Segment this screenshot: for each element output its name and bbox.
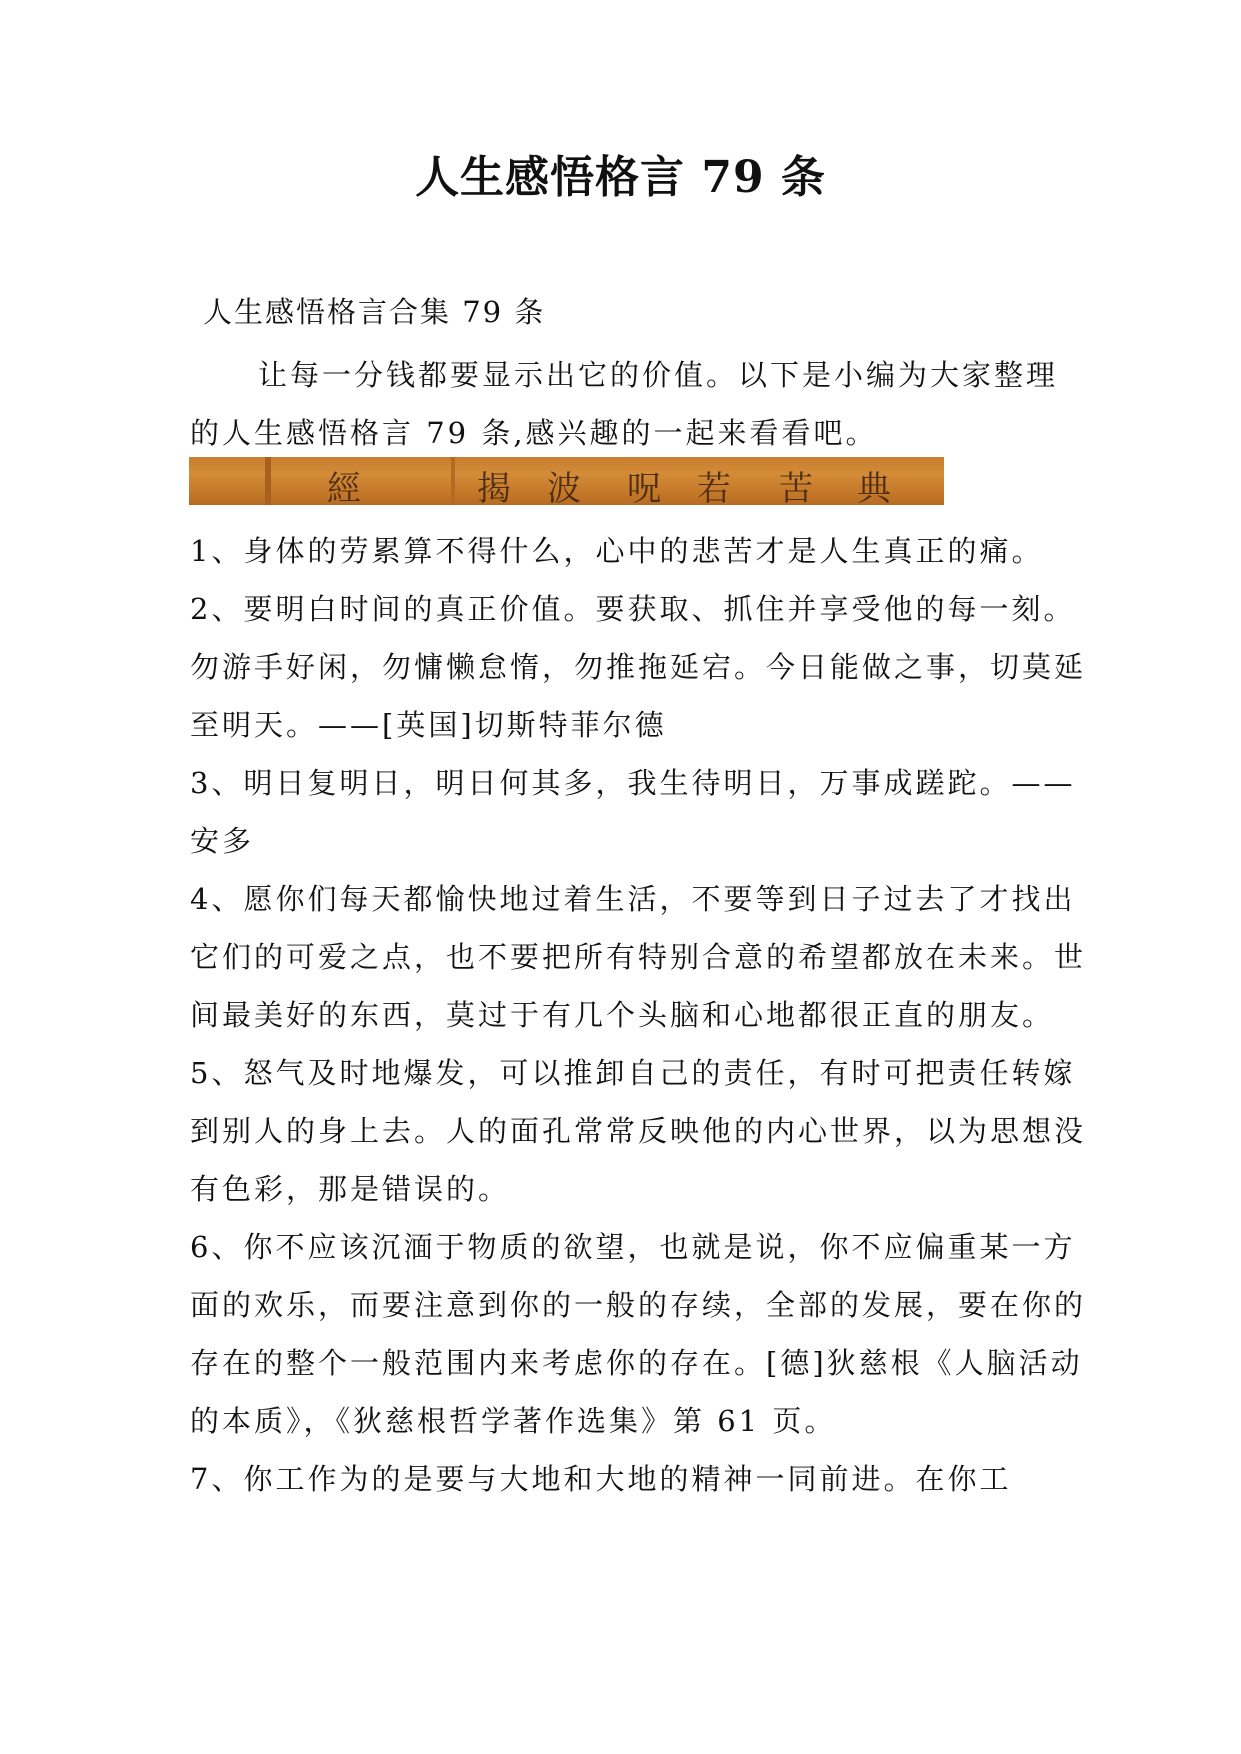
banner-glyph: 經 — [327, 469, 361, 505]
intro-paragraph: 让每一分钱都要显示出它的价值。以下是小编为大家整理的人生感悟格言 79 条,感兴趣的一起来看看吧。 — [190, 358, 1059, 450]
banner-calligraphy — [189, 461, 944, 505]
subtitle: 人生感悟格言合集 79 条 — [203, 295, 546, 329]
banner-glyph: 揭 — [477, 469, 511, 505]
banner-glyph: 波 — [547, 469, 581, 505]
banner-glyph: 若 — [697, 469, 731, 505]
list-item: 4、愿你们每天都愉快地过着生活，不要等到日子过去了才找出它们的可爱之点，也不要把所有特别合意的希望都放在未来。世间最美好的东西，莫过于有几个头脑和心地都很正直的朋友。 — [190, 882, 1087, 1032]
list-item: 2、要明白时间的真正价值。要获取、抓住并享受他的每一刻。勿游手好闲，勿慵懒怠惰，勿推拖延宕。今日能做之事，切莫延至明天。——[英国]切斯特菲尔德 — [190, 592, 1087, 742]
list-item: 3、明日复明日，明日何其多，我生待明日，万事成蹉跎。——安多 — [190, 766, 1076, 858]
list-item: 1、身体的劳累算不得什么，心中的悲苦才是人生真正的痛。 — [190, 534, 1044, 568]
banner-glyph: 苦 — [779, 469, 813, 505]
list-item: 5、怒气及时地爆发，可以推卸自己的责任，有时可把责任转嫁到别人的身上去。人的面孔常常反映他的内心世界，以为思想没有色彩，那是错误的。 — [190, 1056, 1087, 1206]
calligraphy-banner-image — [189, 457, 944, 505]
list-item: 6、你不应该沉湎于物质的欲望，也就是说，你不应偏重某一方面的欢乐，而要注意到你的一般的存续，全部的发展，要在你的存在的整个一般范围内来考虑你的存在。[德]狄慈根《人脑活动的本质》，《狄慈根哲学著作选集》第 61 页。 — [190, 1230, 1087, 1438]
banner-glyph: 呪 — [627, 469, 661, 505]
page-title: 人生感悟格言 79 条 — [415, 152, 826, 203]
banner-glyph: 典 — [857, 469, 891, 505]
aphorism-list — [190, 522, 1090, 1508]
list-item: 7、你工作为的是要与大地和大地的精神一同前进。在你工 — [190, 1462, 1012, 1496]
